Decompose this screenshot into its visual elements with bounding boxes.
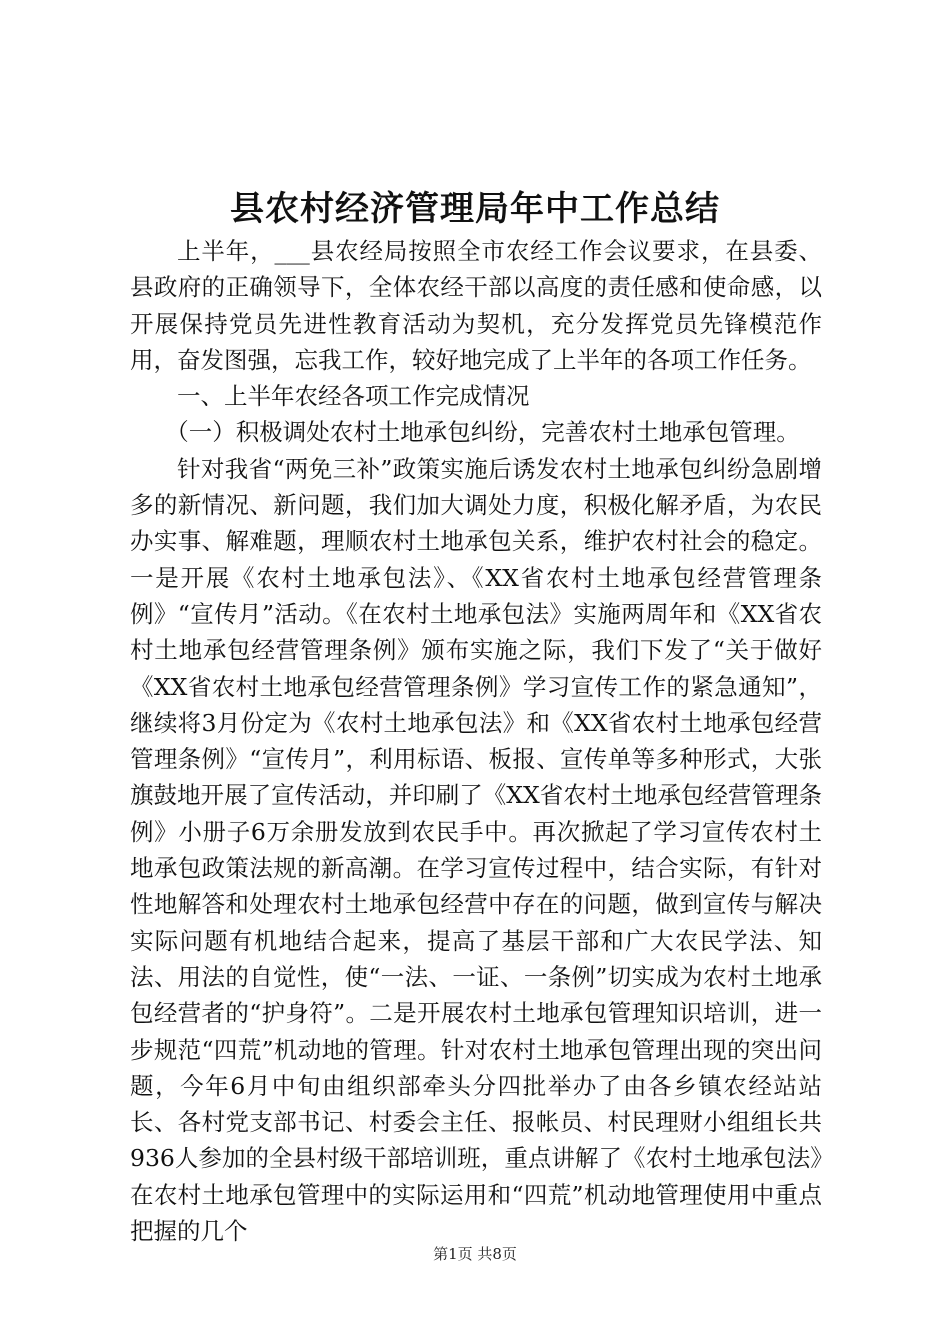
intro-paragraph: 上半年，___县农经局按照全市农经工作会议要求，在县委、县政府的正确领导下，全体农经干部以高度的责任感和使命感，以开展保持党员先进性教育活动为契机，充分发挥党员先锋模范作用，奋发图强，忘我工作，较好地完成了上半年的各项工作任务。	[130, 237, 822, 374]
page-footer: 第1页 共8页	[433, 1245, 517, 1263]
document-title: 县农村经济管理局年中工作总结	[230, 189, 720, 229]
document-body	[130, 233, 822, 1249]
subsection-heading: （一）积极调处农村土地承包纠纷，完善农村土地承包管理。	[165, 418, 800, 447]
section-heading: 一、上半年农经各项工作完成情况	[177, 382, 530, 411]
body-paragraph: 针对我省“两免三补”政策实施后诱发农村土地承包纠纷急剧增多的新情况、新问题，我们加大调处力度，积极化解矛盾，为农民办实事、解难题，理顺农村土地承包关系，维护农村社会的稳定。一是开展《农村土地承包法》、《XX省农村土地承包经营管理条例》“宣传月”活动。《在农村土地承包法》实施两周年和《XX省农村土地承包经营管理条例》颁布实施之际，我们下发了“关于做好《XX省农村土地承包经营管理条例》学习宣传工作的紧急通知”，继续将3月份定为《农村土地承包法》和《XX省农村土地承包经营管理条例》“宣传月”，利用标语、板报、宣传单等多种形式，大张旗鼓地开展了宣传活动，并印刷了《XX省农村土地承包经营管理条例》小册子6万余册发放到农民手中。再次掀起了学习宣传农村土地承包政策法规的新高潮。在学习宣传过程中，结合实际，有针对性地解答和处理农村土地承包经营中存在的问题，做到宣传与解决实际问题有机地结合起来，提高了基层干部和广大农民学法、知法、用法的自觉性，使“一法、一证、一条例”切实成为农村土地承包经营者的“护身符”。二是开展农村土地承包管理知识培训，进一步规范“四荒”机动地的管理。针对农村土地承包管理出现的突出问题，今年6月中旬由组织部牵头分四批举办了由各乡镇农经站站长、各村党支部书记、村委会主任、报帐员、村民理财小组组长共936人参加的全县村级干部培训班，重点讲解了《农村土地承包法》在农村土地承包管理中的实际运用和“四荒”机动地管理使用中重点把握的几个	[130, 454, 822, 1246]
